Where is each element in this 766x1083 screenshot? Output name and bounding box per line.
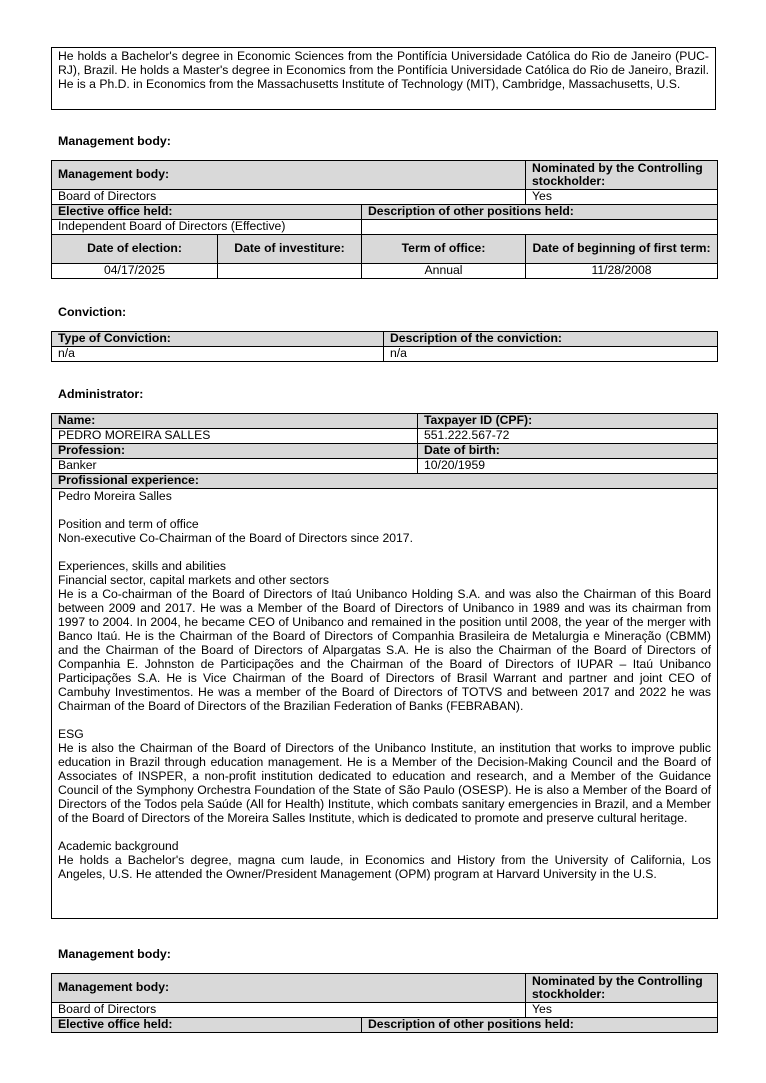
mgmt1-h-nominated: Nominated by the Controlling stockholder: [526, 161, 718, 190]
exp-name: Pedro Moreira Salles [58, 489, 172, 503]
esg-heading: ESG [58, 727, 84, 741]
mgmt1-election-date: 04/17/2025 [52, 264, 218, 279]
mgmt1-first-term: 11/28/2008 [526, 264, 718, 279]
mgmt2-h-elective: Elective office held: [52, 1018, 362, 1033]
admin-name: PEDRO MOREIRA SALLES [52, 429, 418, 444]
mgmt1-section-title: Management body: [58, 134, 171, 148]
conviction-section-title: Conviction: [58, 305, 127, 319]
admin-profession: Banker [52, 459, 418, 474]
conviction-type-value: n/a [52, 347, 384, 362]
mgmt1-h-election-date: Date of election: [52, 235, 218, 264]
academic-heading: Academic background [58, 839, 179, 853]
skills-heading: Experiences, skills and abilities [58, 559, 226, 573]
admin-h-cpf: Taxpayer ID (CPF): [418, 414, 718, 429]
conviction-h-type: Type of Conviction: [52, 332, 384, 347]
mgmt1-h-term: Term of office: [362, 235, 526, 264]
mgmt1-h-other-positions: Description of other positions held: [362, 205, 718, 220]
mgmt2-h-nominated: Nominated by the Controlling stockholder: [526, 974, 718, 1003]
mgmt1-h-body: Management body: [52, 161, 526, 190]
mgmt1-body-value: Board of Directors [52, 190, 526, 205]
mgmt2-nominated-value: Yes [526, 1003, 718, 1018]
admin-dob: 10/20/1959 [418, 459, 718, 474]
mgmt1-investiture-date [218, 264, 362, 279]
conviction-desc-value: n/a [384, 347, 718, 362]
admin-h-dob: Date of birth: [418, 444, 718, 459]
conviction-h-desc: Description of the conviction: [384, 332, 718, 347]
esg-text: He is also the Chairman of the Board of Directors of the Unibanco Institute, an institution that works to improve public education in Brazil through education management. He is a Member of the Decision-Making Council and the Board of Associates of INSPER, a non-profit institution dedicated to education and research, and a Member of the Guidance Council of the Symphony Orchestra Foundation of the State of São Paulo (OSESP). He is also a Member of the Board of Directors of the Todos pela Saúde (All for Health) Institute, which combats sanitary emergencies in Brazil, and a Member of the Board of Directors of the Moreira Salles Institute, which is dedicated to promote and preserve cultural heritage. [58, 741, 711, 825]
admin-table [51, 413, 718, 919]
mgmt2-h-body: Management body: [52, 974, 526, 1003]
admin-h-profession: Profession: [52, 444, 418, 459]
skills-text: He is a Co-chairman of the Board of Directors of Itaú Unibanco Holding S.A. and was also the Chairman of this Board between 2009 and 2017. He was a Member of the Board of Directors of Unibanco in 1989 and was its chairman from 1997 to 2004. In 2004, he became CEO of Unibanco and remained in the position until 2008, the year of the merger with Banco Itaú. He is the Chairman of the Board of Directors of Companhia Brasileira de Metalurgia e Mineração (CBMM) and the Chairman of the Board of Directors of Alpargatas S.A. He is also the Chairman of the Board of Directors of Companhia E. Johnston de Participações and the Chairman of the Board of Directors of IUPAR – Itaú Unibanco Participações S.A. He is Vice Chairman of the Board of Directors of Brasil Warrant and partner and joint CEO of Cambuhy Investimentos. He was a member of the Board of Directors of TOTVS and between 2017 and 2022 he was Chairman of the Board of Directors of the Brazilian Federation of Banks (FEBRABAN). [58, 587, 711, 713]
mgmt1-h-investiture-date: Date of investiture: [218, 235, 362, 264]
admin-h-name: Name: [52, 414, 418, 429]
mgmt1-other-positions-value [362, 220, 718, 235]
admin-section-title: Administrator: [58, 387, 144, 401]
admin-h-experience: Profissional experience: [52, 474, 718, 489]
mgmt2-section-title: Management body: [58, 947, 171, 961]
admin-cpf: 551.222.567-72 [418, 429, 718, 444]
admin-experience-cell [52, 489, 718, 919]
position-heading: Position and term of office [58, 517, 199, 531]
mgmt1-term: Annual [362, 264, 526, 279]
skills-sub: Financial sector, capital markets and other sectors [58, 573, 329, 587]
academic-text: He holds a Bachelor's degree, magna cum laude, in Economics and History from the University of California, Los Angeles, U.S. He attended the Owner/President Management (OPM) program at Harvard University in the U.S. [58, 853, 711, 881]
top-bio-text: He holds a Bachelor's degree in Economic Sciences from the Pontifícia Universidade Católica do Rio de Janeiro (PUC-RJ), Brazil. He holds a Master's degree in Economics from the Pontifícia Universidade Católica do Rio de Janeiro, Brazil. He is a Ph.D. in Economics from the Massachusetts Institute of Technology (MIT), Cambridge, Massachusetts, U.S. [58, 49, 709, 91]
conviction-table [51, 331, 718, 362]
mgmt1-nominated-value: Yes [526, 190, 718, 205]
top-bio-box [51, 47, 716, 110]
mgmt2-body-value: Board of Directors [52, 1003, 526, 1018]
mgmt2-table [51, 973, 718, 1033]
mgmt1-h-elective: Elective office held: [52, 205, 362, 220]
position-text: Non-executive Co-Chairman of the Board of Directors since 2017. [58, 531, 413, 545]
mgmt1-h-first-term: Date of beginning of first term: [526, 235, 718, 264]
mgmt1-elective-value: Independent Board of Directors (Effective) [52, 220, 362, 235]
mgmt1-table [51, 160, 718, 279]
mgmt2-h-other-positions: Description of other positions held: [362, 1018, 718, 1033]
